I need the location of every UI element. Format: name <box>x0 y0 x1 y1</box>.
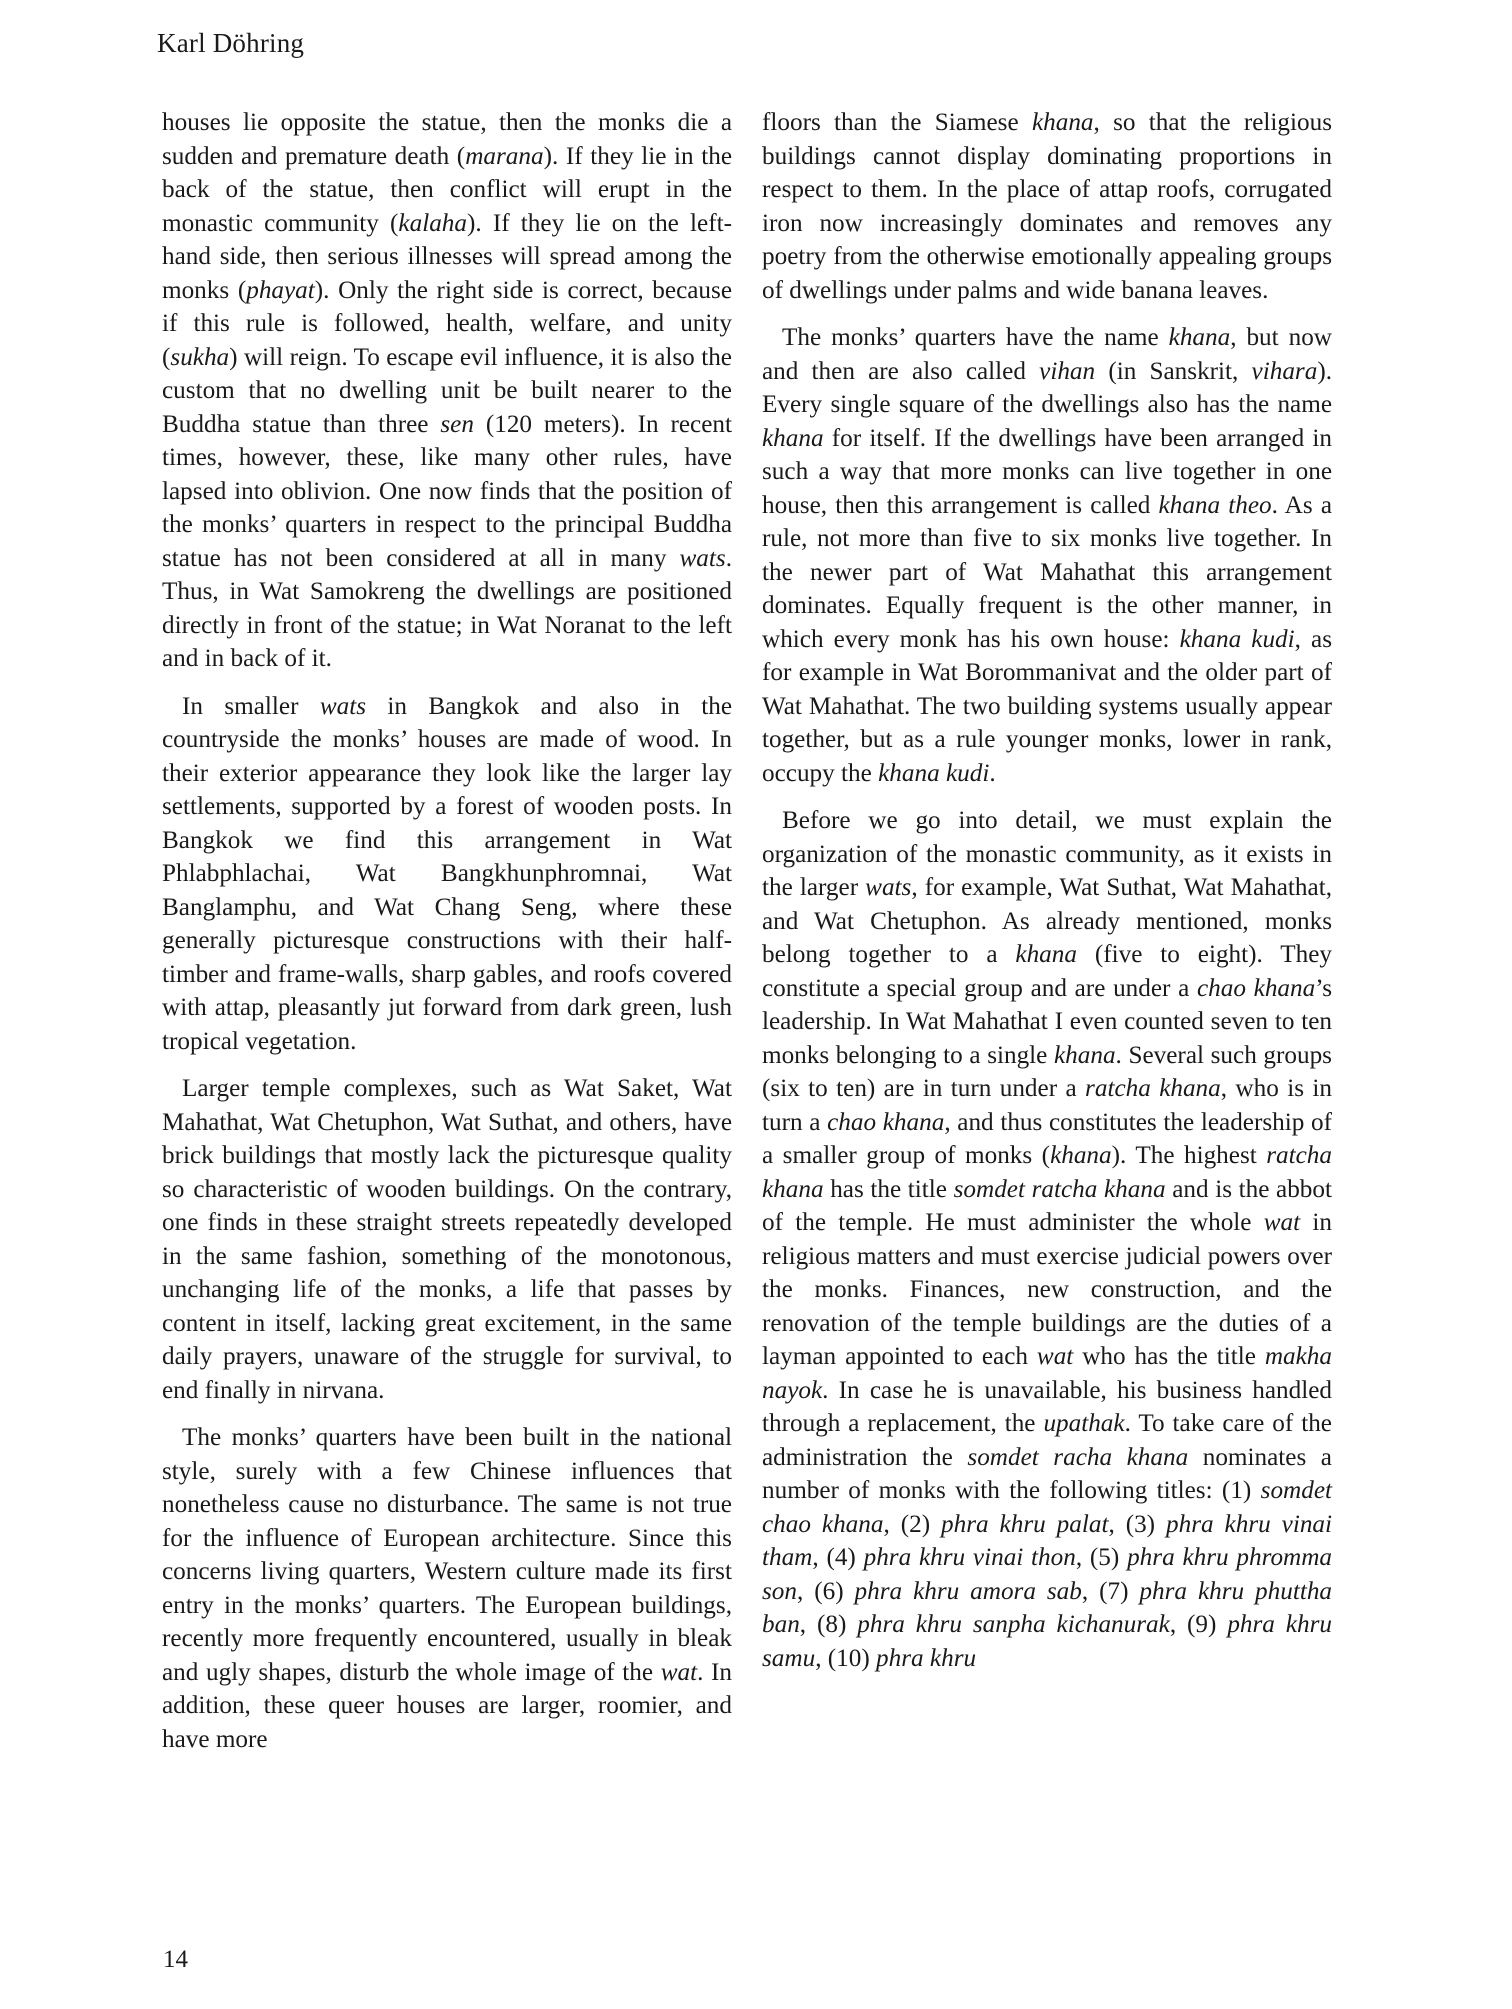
italic-term: phra khru amora sab <box>854 1577 1082 1605</box>
italic-term: upathak <box>1043 1410 1125 1437</box>
italic-term: wats <box>679 544 726 572</box>
italic-term: phra khru <box>876 1644 977 1672</box>
italic-term: khana <box>1168 324 1231 351</box>
italic-term: wats <box>319 692 367 720</box>
paragraph: The monks’ quarters have been built in the national style, surely with a few Chinese influences that nonetheless cause no disturbance. The same is not true for the influence of European architecture. Since this concerns living quarters, Western culture made its first entry in the monks’ quarters. The European buildings, recently more frequently encountered, usually in bleak and ugly shapes, disturb the whole image of the wat. In addition, these queer houses are larger, roomier, and have more <box>162 1424 733 1753</box>
italic-term: wat <box>1263 1209 1301 1236</box>
italic-term: chao khana <box>827 1108 945 1136</box>
italic-term: kalaha <box>398 209 467 237</box>
paragraph: houses lie opposite the statue, then the monks die a sudden and premature death (marana). If they lie in the back of the statue, then conflict will erupt in the monastic community (kalaha). If they lie on the left-hand side, then serious illnesses will spread among the monks (phayat). Only the right side is correct, because if this rule is followed, health, welfare, and unity (sukha) will reign. To escape evil influence, it is also the custom that no dwelling unit be built nearer to the Buddha statue than three sen (120 meters). In recent times, however, these, like many other rules, have lapsed into oblivion. One now finds that the position of the monks’ quarters in respect to the principal Buddha statue has not been considered at all in many wats. Thus, in Wat Samokreng the dwellings are positioned directly in front of the statue; in Wat Noranat to the left and in back of it. <box>162 109 733 672</box>
italic-term: vihara <box>1251 357 1318 385</box>
italic-term: khana <box>1050 1142 1112 1169</box>
paragraph: Larger temple complexes, such as Wat Saket, Wat Mahathat, Wat Chetuphon, Wat Suthat, and others, have brick buildings that mostly lack the picturesque quality so characteristic of wooden buildings. On the contrary, one finds in these straight streets repeatedly developed in the same fashion, something of the monotonous, unchanging life of the monks, a life that passes by content in itself, lacking great excitement, in the same daily prayers, unaware of the struggle for survival, to end finally in nirvana. <box>162 1075 732 1404</box>
italic-term: khana kudi <box>1179 625 1295 653</box>
italic-term: khana <box>1015 941 1077 968</box>
italic-term: sukha <box>170 343 230 371</box>
italic-term: phra khru samu <box>762 1611 1332 1672</box>
italic-term: phra khru vinai tham <box>762 1510 1333 1571</box>
italic-term: phra khru phuttha ban <box>762 1577 1333 1638</box>
running-header-author: Karl Döhring <box>157 28 305 58</box>
right-column <box>762 106 1332 1675</box>
italic-term: somdet racha khana <box>967 1443 1189 1471</box>
italic-term: somdet chao khana <box>762 1477 1332 1538</box>
page-number: 14 <box>163 1946 188 1973</box>
italic-term: khana theo <box>1158 491 1272 519</box>
italic-term: wats <box>865 874 912 901</box>
italic-term: phra khru sanpha kichanurak <box>857 1611 1170 1638</box>
italic-term: khana <box>1031 109 1094 136</box>
italic-term: ratcha khana <box>762 1142 1332 1203</box>
italic-term: khana kudi <box>878 759 990 787</box>
italic-term: somdet ratcha khana <box>953 1175 1166 1203</box>
italic-term: vihan <box>1039 357 1096 385</box>
italic-term: phra khru phromma son <box>762 1544 1333 1605</box>
paragraph: The monks’ quarters have the name khana, but now and then are also called vihan (in Sanskrit, vihara). Every single square of the dwellings also has the name khana for itself. If the dwellings have been arranged in such a way that more monks can live together in one house, then this arrangement is called khana theo. As a rule, not more than five to six monks live together. In the newer part of Wat Mahathat this arrangement dominates. Equally frequent is the other manner, in which every monk has his own house: khana kudi, as for example in Wat Borommanivat and the older part of Wat Mahathat. The two building systems usually appear together, but as a rule younger monks, lower in rank, occupy the khana kudi. <box>762 324 1333 787</box>
italic-term: khana <box>762 424 824 452</box>
paragraph: floors than the Siamese khana, so that the religious buildings cannot display dominating proportions in respect to them. In the place of attap roofs, corrugated iron now increasingly dominates and removes any poetry from the otherwise emotionally appealing groups of dwellings under palms and wide banana leaves. <box>762 109 1332 304</box>
italic-term: phayat <box>246 276 315 304</box>
italic-term: phra khru palat <box>941 1510 1109 1538</box>
italic-term: wat <box>660 1658 698 1686</box>
paragraph: Before we go into detail, we must explain the organization of the monastic community, as it exists in the larger wats, for example, Wat Suthat, Wat Mahathat, and Wat Chetuphon. As already mentioned, monks belong together to a khana (five to eight). They constitute a special group and are under a chao khana’s leadership. In Wat Mahathat I even counted seven to ten monks belonging to a single khana. Several such groups (six to ten) are in turn under a ratcha khana, who is in turn a chao khana, and thus constitutes the leadership of a smaller group of monks (khana). The highest ratcha khana has the title somdet ratcha khana and is the abbot of the temple. He must administer the whole wat in religious matters and must exercise judicial powers over the monks. Finances, new construction, and the renovation of the temple buildings are the duties of a layman appointed to each wat who has the title makha nayok. In case he is unavailable, his business handled through a replacement, the upathak. To take care of the administration the somdet racha khana nominates a number of monks with the following titles: (1) somdet chao khana, (2) phra khru palat, (3) phra khru vinai tham, (4) phra khru vinai thon, (5) phra khru phromma son, (6) phra khru amora sab, (7) phra khru phuttha ban, (8) phra khru sanpha kichanurak, (9) phra khru samu, (10) phra khru <box>762 807 1333 1672</box>
left-column <box>162 106 732 1756</box>
italic-term: marana <box>465 142 544 170</box>
italic-term: makha nayok <box>762 1343 1332 1404</box>
italic-term: khana <box>1053 1041 1116 1069</box>
italic-term: ratcha khana <box>1085 1075 1221 1102</box>
italic-term: wat <box>1036 1343 1074 1370</box>
italic-term: sen <box>440 410 474 438</box>
italic-term: chao khana <box>1196 974 1316 1002</box>
italic-term: phra khru vinai thon <box>863 1544 1076 1571</box>
paragraph: In smaller wats in Bangkok and also in the countryside the monks’ houses are made of wood. In their exterior appearance they look like the larger lay settlements, supported by a forest of wooden posts. In Bangkok we find this arrangement in Wat Phlabphlachai, Wat Bangkhunphromnai, Wat Banglamphu, and Wat Chang Seng, where these generally picturesque constructions with their half-timber and frame-walls, sharp gables, and roofs covered with attap, pleasantly jut forward from dark green, lush tropical vegetation. <box>162 692 732 1055</box>
